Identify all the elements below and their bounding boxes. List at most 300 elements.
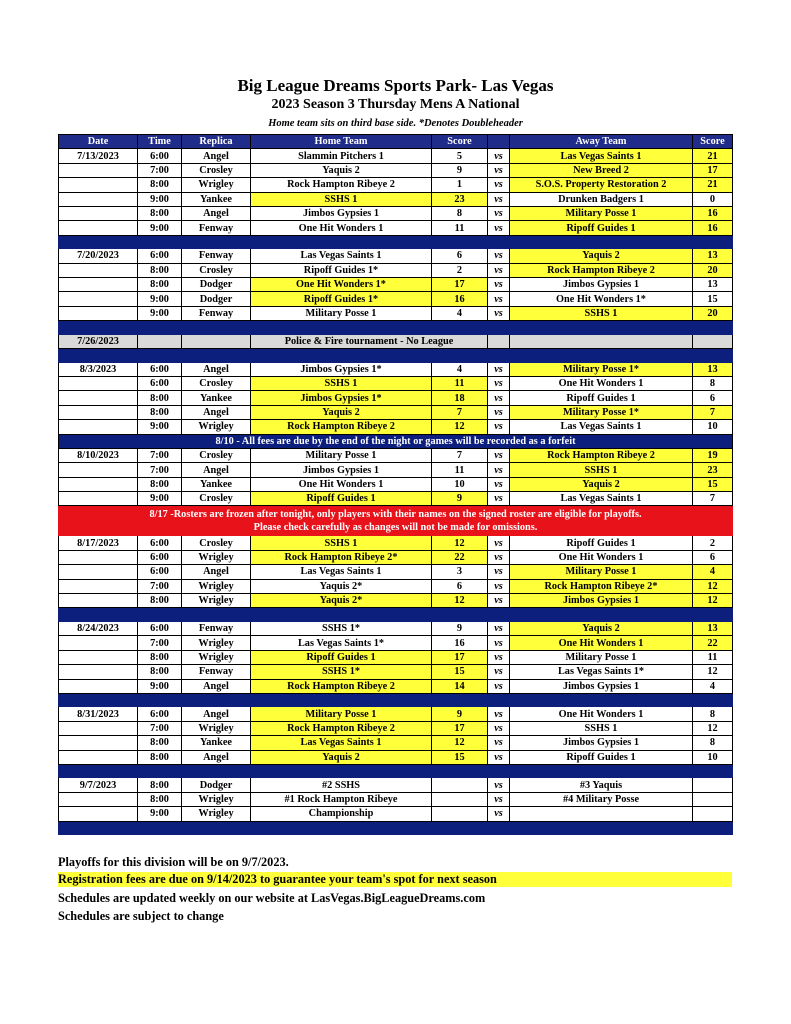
header-away-score: Score [693, 135, 733, 149]
footer-disclaimer: Schedules are subject to change [58, 909, 224, 923]
away-score: 12 [693, 721, 733, 735]
separator-row [59, 349, 733, 363]
game-field: Fenway [182, 221, 251, 235]
vs-cell: vs [488, 221, 510, 235]
game-date [59, 192, 138, 206]
vs-cell: vs [488, 376, 510, 390]
home-score: 3 [432, 565, 488, 579]
game-date: 7/13/2023 [59, 149, 138, 163]
home-team: Slammin Pitchers 1 [251, 149, 432, 163]
game-row [59, 263, 733, 277]
game-time: 7:00 [138, 463, 182, 477]
vs-cell: vs [488, 807, 510, 821]
home-team: Ripoff Guides 1 [251, 492, 432, 506]
game-date [59, 636, 138, 650]
game-date [59, 550, 138, 564]
game-field: Crosley [182, 536, 251, 550]
away-score: 15 [693, 477, 733, 491]
game-row [59, 192, 733, 206]
away-team: One Hit Wonders 1* [510, 292, 693, 306]
game-field: Angel [182, 362, 251, 376]
vs-cell: vs [488, 565, 510, 579]
home-team: SSHS 1 [251, 536, 432, 550]
header-date: Date [59, 135, 138, 149]
away-score: 10 [693, 750, 733, 764]
game-row [59, 163, 733, 177]
game-time: 6:00 [138, 565, 182, 579]
vs-cell: vs [488, 149, 510, 163]
roster-alert-line2: Please check carefully as changes will not be made for omissions. [253, 521, 538, 533]
game-date [59, 492, 138, 506]
away-team: Rock Hampton Ribeye 2 [510, 448, 693, 462]
game-row [59, 149, 733, 163]
away-score [693, 334, 733, 348]
header-time: Time [138, 135, 182, 149]
vs-cell: vs [488, 778, 510, 792]
game-row [59, 721, 733, 735]
home-team: Yaquis 2 [251, 405, 432, 419]
home-score: 12 [432, 420, 488, 434]
game-time: 8:00 [138, 778, 182, 792]
home-team: SSHS 1* [251, 665, 432, 679]
home-score [432, 792, 488, 806]
game-date [59, 292, 138, 306]
game-time: 9:00 [138, 420, 182, 434]
home-score: 12 [432, 594, 488, 608]
away-team: Las Vegas Saints 1 [510, 149, 693, 163]
vs-cell: vs [488, 391, 510, 405]
schedule-note: Home team sits on third base side. *Denotes Doubleheader [268, 118, 523, 129]
game-field: Crosley [182, 492, 251, 506]
away-team: Jimbos Gypsies 1 [510, 278, 693, 292]
separator-cell [59, 608, 733, 622]
game-row [59, 594, 733, 608]
vs-cell: vs [488, 206, 510, 220]
away-score: 13 [693, 621, 733, 635]
home-score: 10 [432, 477, 488, 491]
home-score: 16 [432, 636, 488, 650]
home-score: 11 [432, 221, 488, 235]
game-time: 8:00 [138, 178, 182, 192]
game-time: 8:00 [138, 278, 182, 292]
roster-alert-row [59, 506, 733, 536]
game-date [59, 263, 138, 277]
game-row [59, 448, 733, 462]
game-date: 8/3/2023 [59, 362, 138, 376]
home-team: One Hit Wonders 1 [251, 221, 432, 235]
game-row [59, 579, 733, 593]
game-row [59, 492, 733, 506]
game-row [59, 420, 733, 434]
away-score: 8 [693, 736, 733, 750]
game-field: Wrigley [182, 636, 251, 650]
game-time: 8:00 [138, 477, 182, 491]
home-score: 6 [432, 579, 488, 593]
away-score: 4 [693, 679, 733, 693]
home-team: #2 SSHS [251, 778, 432, 792]
home-score: 1 [432, 178, 488, 192]
vs-cell: vs [488, 665, 510, 679]
game-date [59, 721, 138, 735]
home-score: 16 [432, 292, 488, 306]
home-team: Championship [251, 807, 432, 821]
game-date [59, 163, 138, 177]
away-team: Rock Hampton Ribeye 2 [510, 263, 693, 277]
game-row [59, 405, 733, 419]
game-time: 7:00 [138, 163, 182, 177]
separator-cell [59, 821, 733, 835]
game-row [59, 650, 733, 664]
game-field: Wrigley [182, 792, 251, 806]
away-score: 10 [693, 420, 733, 434]
game-date [59, 679, 138, 693]
game-row [59, 807, 733, 821]
fee-notice: 8/10 - All fees are due by the end of the night or games will be recorded as a forfeit [59, 434, 733, 448]
home-team: Las Vegas Saints 1 [251, 249, 432, 263]
schedule-body [59, 149, 733, 835]
vs-cell [488, 334, 510, 348]
game-field: Angel [182, 463, 251, 477]
roster-alert [59, 506, 733, 536]
separator-cell [59, 693, 733, 707]
home-team: Jimbos Gypsies 1 [251, 206, 432, 220]
vs-cell: vs [488, 750, 510, 764]
game-row [59, 221, 733, 235]
away-score: 19 [693, 448, 733, 462]
away-score [693, 792, 733, 806]
game-time: 9:00 [138, 221, 182, 235]
home-team: Military Posse 1 [251, 707, 432, 721]
away-team: Ripoff Guides 1 [510, 536, 693, 550]
game-field: Angel [182, 750, 251, 764]
vs-cell: vs [488, 448, 510, 462]
home-team: SSHS 1 [251, 192, 432, 206]
game-time: 6:00 [138, 707, 182, 721]
game-time: 8:00 [138, 665, 182, 679]
game-field: Wrigley [182, 420, 251, 434]
away-score: 4 [693, 565, 733, 579]
away-team: Drunken Badgers 1 [510, 192, 693, 206]
game-row [59, 463, 733, 477]
game-row [59, 707, 733, 721]
away-team: #4 Military Posse [510, 792, 693, 806]
vs-cell: vs [488, 536, 510, 550]
game-time: 8:00 [138, 736, 182, 750]
game-time: 9:00 [138, 492, 182, 506]
home-team: Rock Hampton Ribeye 2 [251, 679, 432, 693]
away-score: 12 [693, 594, 733, 608]
game-time: 9:00 [138, 306, 182, 320]
game-row [59, 736, 733, 750]
game-time: 8:00 [138, 405, 182, 419]
away-team: Yaquis 2 [510, 249, 693, 263]
table-header-row [59, 135, 733, 149]
away-team: SSHS 1 [510, 306, 693, 320]
vs-cell: vs [488, 477, 510, 491]
game-field: Yankee [182, 477, 251, 491]
away-score: 17 [693, 163, 733, 177]
game-date [59, 376, 138, 390]
away-score: 13 [693, 278, 733, 292]
game-time: 6:00 [138, 550, 182, 564]
home-team: Military Posse 1 [251, 448, 432, 462]
game-date [59, 278, 138, 292]
game-date: 8/10/2023 [59, 448, 138, 462]
game-field: Wrigley [182, 579, 251, 593]
away-score: 0 [693, 192, 733, 206]
game-date [59, 477, 138, 491]
game-field: Dodger [182, 778, 251, 792]
away-team: Jimbos Gypsies 1 [510, 736, 693, 750]
game-field: Fenway [182, 306, 251, 320]
game-row [59, 565, 733, 579]
home-team: Rock Hampton Ribeye 2 [251, 721, 432, 735]
vs-cell: vs [488, 362, 510, 376]
home-team: Ripoff Guides 1* [251, 263, 432, 277]
vs-cell: vs [488, 579, 510, 593]
game-date [59, 221, 138, 235]
game-row [59, 621, 733, 635]
game-row [59, 178, 733, 192]
game-date: 8/24/2023 [59, 621, 138, 635]
away-team [510, 807, 693, 821]
home-team: SSHS 1* [251, 621, 432, 635]
vs-cell: vs [488, 721, 510, 735]
game-date [59, 178, 138, 192]
game-date [59, 463, 138, 477]
away-score: 20 [693, 263, 733, 277]
game-row [59, 550, 733, 564]
roster-alert-line1: 8/17 -Rosters are frozen after tonight, only players with their names on the signed roster are eligible for playoffs. [149, 508, 642, 520]
vs-cell: vs [488, 736, 510, 750]
game-date [59, 306, 138, 320]
game-time: 6:00 [138, 376, 182, 390]
home-score: 2 [432, 263, 488, 277]
game-row [59, 792, 733, 806]
game-field: Wrigley [182, 178, 251, 192]
away-score: 12 [693, 579, 733, 593]
schedule-table [58, 134, 733, 835]
away-score: 21 [693, 178, 733, 192]
away-score: 7 [693, 492, 733, 506]
home-score: 12 [432, 536, 488, 550]
vs-cell: vs [488, 707, 510, 721]
game-field: Angel [182, 149, 251, 163]
vs-cell: vs [488, 178, 510, 192]
game-row [59, 376, 733, 390]
home-team: Rock Hampton Ribeye 2 [251, 420, 432, 434]
home-score: 14 [432, 679, 488, 693]
game-field: Angel [182, 679, 251, 693]
away-team: Military Posse 1 [510, 650, 693, 664]
game-time: 6:00 [138, 362, 182, 376]
vs-cell: vs [488, 163, 510, 177]
header-replica: Replica [182, 135, 251, 149]
game-date [59, 665, 138, 679]
game-time: 9:00 [138, 192, 182, 206]
home-score: 22 [432, 550, 488, 564]
away-team: S.O.S. Property Restoration 2 [510, 178, 693, 192]
game-row [59, 636, 733, 650]
away-score [693, 807, 733, 821]
header-away-team: Away Team [510, 135, 693, 149]
header-home-score: Score [432, 135, 488, 149]
away-score: 15 [693, 292, 733, 306]
game-time: 6:00 [138, 149, 182, 163]
vs-cell: vs [488, 636, 510, 650]
game-row [59, 278, 733, 292]
away-score: 13 [693, 362, 733, 376]
game-field: Angel [182, 707, 251, 721]
home-score: 9 [432, 621, 488, 635]
home-team: SSHS 1 [251, 376, 432, 390]
game-time: 8:00 [138, 206, 182, 220]
game-field: Crosley [182, 163, 251, 177]
away-team: Military Posse 1 [510, 565, 693, 579]
home-team: Jimbos Gypsies 1 [251, 463, 432, 477]
game-date [59, 206, 138, 220]
game-row [59, 679, 733, 693]
vs-cell: vs [488, 594, 510, 608]
home-team: #1 Rock Hampton Ribeye [251, 792, 432, 806]
home-team: One Hit Wonders 1 [251, 477, 432, 491]
home-team: Ripoff Guides 1* [251, 292, 432, 306]
game-time: 6:00 [138, 621, 182, 635]
game-time: 7:00 [138, 636, 182, 650]
home-team: Las Vegas Saints 1 [251, 565, 432, 579]
header-vs [488, 135, 510, 149]
game-time: 9:00 [138, 679, 182, 693]
header-home-team: Home Team [251, 135, 432, 149]
no-league-row [59, 334, 733, 348]
home-score: 17 [432, 278, 488, 292]
away-team: SSHS 1 [510, 721, 693, 735]
game-field: Yankee [182, 736, 251, 750]
home-score [432, 807, 488, 821]
away-score: 8 [693, 707, 733, 721]
game-field: Wrigley [182, 721, 251, 735]
home-team: Yaquis 2 [251, 163, 432, 177]
home-team: Military Posse 1 [251, 306, 432, 320]
game-time: 7:00 [138, 579, 182, 593]
game-date: 8/31/2023 [59, 707, 138, 721]
away-team: One Hit Wonders 1 [510, 376, 693, 390]
game-time: 8:00 [138, 792, 182, 806]
game-time: 8:00 [138, 650, 182, 664]
home-score: 8 [432, 206, 488, 220]
game-field: Wrigley [182, 650, 251, 664]
vs-cell: vs [488, 192, 510, 206]
home-score: 11 [432, 463, 488, 477]
home-team: One Hit Wonders 1* [251, 278, 432, 292]
vs-cell: vs [488, 405, 510, 419]
home-team: Ripoff Guides 1 [251, 650, 432, 664]
fee-notice-row [59, 434, 733, 448]
game-date [59, 420, 138, 434]
game-date: 9/7/2023 [59, 778, 138, 792]
home-team: Rock Hampton Ribeye 2* [251, 550, 432, 564]
away-team: Jimbos Gypsies 1 [510, 594, 693, 608]
game-date: 7/26/2023 [59, 334, 138, 348]
game-time: 9:00 [138, 807, 182, 821]
away-team: One Hit Wonders 1 [510, 550, 693, 564]
away-score: 11 [693, 650, 733, 664]
home-score: 15 [432, 750, 488, 764]
home-score: 4 [432, 306, 488, 320]
game-field: Fenway [182, 621, 251, 635]
game-field: Wrigley [182, 550, 251, 564]
home-score: 9 [432, 163, 488, 177]
game-time: 6:00 [138, 536, 182, 550]
game-time: 8:00 [138, 594, 182, 608]
away-team: One Hit Wonders 1 [510, 636, 693, 650]
away-score: 6 [693, 550, 733, 564]
vs-cell: vs [488, 550, 510, 564]
separator-row [59, 235, 733, 249]
away-score: 8 [693, 376, 733, 390]
away-team: Las Vegas Saints 1 [510, 420, 693, 434]
away-team: Military Posse 1 [510, 206, 693, 220]
game-row [59, 536, 733, 550]
away-score: 21 [693, 149, 733, 163]
game-row [59, 292, 733, 306]
away-score: 22 [693, 636, 733, 650]
footer-registration: Registration fees are due on 9/14/2023 to guarantee your team's spot for next season [58, 872, 732, 887]
game-date [59, 807, 138, 821]
game-date: 7/20/2023 [59, 249, 138, 263]
home-score: 18 [432, 391, 488, 405]
away-score [693, 778, 733, 792]
separator-cell [59, 764, 733, 778]
vs-cell: vs [488, 650, 510, 664]
game-field [182, 334, 251, 348]
home-team: Jimbos Gypsies 1* [251, 391, 432, 405]
game-time: 7:00 [138, 448, 182, 462]
footer-playoffs: Playoffs for this division will be on 9/7/2023. [58, 855, 289, 869]
home-score: 23 [432, 192, 488, 206]
separator-cell [59, 235, 733, 249]
game-row [59, 362, 733, 376]
away-team: Rock Hampton Ribeye 2* [510, 579, 693, 593]
vs-cell: vs [488, 278, 510, 292]
away-team: #3 Yaquis [510, 778, 693, 792]
game-time: 8:00 [138, 750, 182, 764]
away-score: 16 [693, 206, 733, 220]
game-row [59, 206, 733, 220]
vs-cell: vs [488, 463, 510, 477]
vs-cell: vs [488, 306, 510, 320]
game-date [59, 579, 138, 593]
away-team: Yaquis 2 [510, 621, 693, 635]
separator-row [59, 321, 733, 335]
away-score: 16 [693, 221, 733, 235]
home-score: 9 [432, 707, 488, 721]
game-time [138, 334, 182, 348]
game-date [59, 405, 138, 419]
game-field: Angel [182, 206, 251, 220]
vs-cell: vs [488, 420, 510, 434]
vs-cell: vs [488, 249, 510, 263]
away-team: New Breed 2 [510, 163, 693, 177]
game-row [59, 477, 733, 491]
home-score: 17 [432, 721, 488, 735]
game-field: Fenway [182, 665, 251, 679]
away-score: 6 [693, 391, 733, 405]
home-score: 7 [432, 448, 488, 462]
home-team: Las Vegas Saints 1 [251, 736, 432, 750]
game-field: Wrigley [182, 807, 251, 821]
vs-cell: vs [488, 492, 510, 506]
